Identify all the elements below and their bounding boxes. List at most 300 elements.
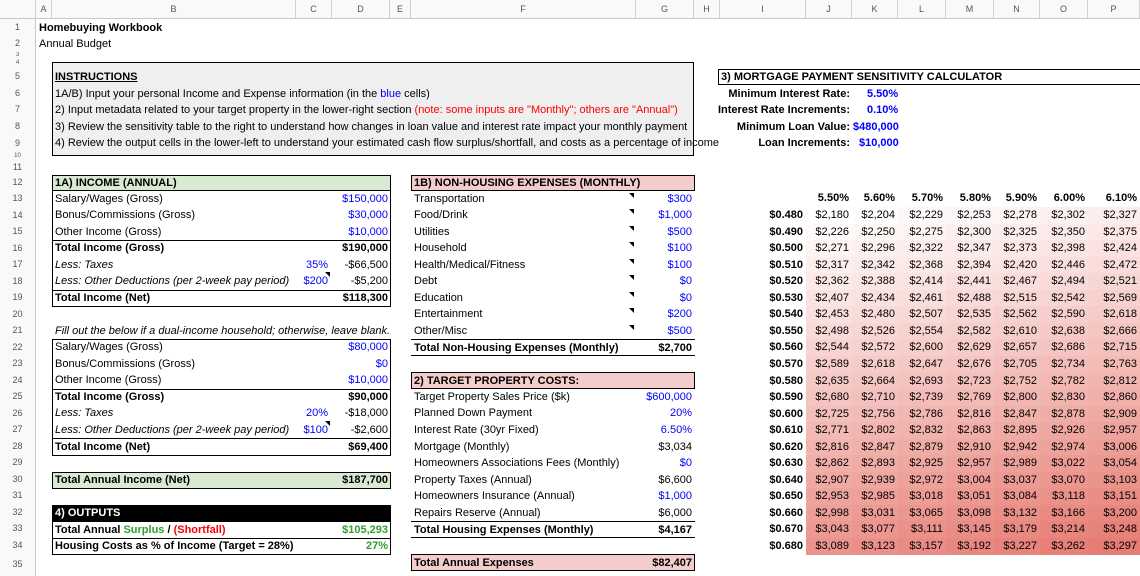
payment-cell[interactable]: $2,710 [852, 389, 898, 406]
dual-income-note[interactable]: Fill out the below if a dual-income household; otherwise, leave blank. [55, 325, 391, 337]
payment-cell[interactable]: $2,296 [852, 240, 898, 257]
salary2-label[interactable]: Salary/Wages (Gross) [55, 341, 163, 353]
property-value[interactable]: $6,600 [658, 474, 692, 486]
other2-value[interactable]: $10,000 [348, 374, 388, 386]
bonus-value[interactable]: $30,000 [348, 209, 388, 221]
tax-rate-input[interactable]: 35% [305, 259, 328, 271]
total-gross-value[interactable]: $190,000 [342, 242, 388, 254]
property-value[interactable]: $0 [679, 457, 692, 469]
payment-cell[interactable]: $2,893 [852, 455, 898, 472]
column-header[interactable]: F [411, 0, 636, 18]
payment-cell[interactable]: $2,647 [898, 356, 946, 373]
row-header[interactable]: 3 [0, 52, 36, 58]
payment-cell[interactable]: $2,600 [898, 339, 946, 356]
expense-label[interactable]: Debt [414, 275, 438, 287]
payment-cell[interactable]: $2,638 [1040, 323, 1088, 340]
payment-cell[interactable]: $2,862 [806, 455, 852, 472]
payment-cell[interactable]: $2,989 [994, 455, 1040, 472]
housing-total-label[interactable]: Total Housing Expenses (Monthly) [414, 524, 594, 536]
payment-cell[interactable]: $2,373 [994, 240, 1040, 257]
loan-row-header[interactable]: $0.590 [769, 391, 803, 404]
payment-cell[interactable]: $2,998 [806, 505, 852, 522]
row-header[interactable]: 26 [0, 405, 36, 421]
payment-cell[interactable]: $2,610 [994, 323, 1040, 340]
row-header[interactable]: 33 [0, 520, 36, 537]
expense-label[interactable]: Health/Medical/Fitness [414, 259, 526, 271]
expenses-total-label[interactable]: Total Non-Housing Expenses (Monthly) [414, 342, 619, 354]
payment-cell[interactable]: $2,847 [994, 406, 1040, 423]
payment-cell[interactable]: $3,043 [806, 521, 852, 538]
column-header[interactable]: G [636, 0, 694, 18]
payment-cell[interactable]: $2,863 [946, 422, 994, 439]
payment-cell[interactable]: $2,250 [852, 224, 898, 241]
rate-increment-label[interactable]: Interest Rate Increments: [717, 104, 850, 116]
total-net2-label[interactable]: Total Income (Net) [55, 441, 151, 453]
property-value[interactable]: $6,000 [658, 507, 692, 519]
payment-cell[interactable]: $2,832 [898, 422, 946, 439]
payment-cell[interactable]: $2,957 [1088, 422, 1140, 439]
other-income-label[interactable]: Other Income (Gross) [55, 226, 162, 238]
payment-cell[interactable]: $3,132 [994, 505, 1040, 522]
loan-row-header[interactable]: $0.670 [769, 523, 803, 536]
deductions-value[interactable]: -$5,200 [350, 275, 388, 287]
payment-cell[interactable]: $2,446 [1040, 257, 1088, 274]
taxes2-label[interactable]: Less: Taxes [55, 407, 114, 419]
instructions-line-4[interactable]: 4) Review the output cells in the lower-left to understand your estimated cash flow surplus/shortfall, and costs as a percentage of income [55, 137, 720, 149]
loan-row-header[interactable]: $0.600 [769, 407, 803, 420]
payment-cell[interactable]: $2,957 [946, 455, 994, 472]
payment-cell[interactable]: $2,705 [994, 356, 1040, 373]
payment-cell[interactable]: $2,771 [806, 422, 852, 439]
payment-cell[interactable]: $3,018 [898, 488, 946, 505]
loan-row-header[interactable]: $0.510 [769, 258, 803, 271]
payment-cell[interactable]: $2,739 [898, 389, 946, 406]
taxes2-value[interactable]: -$18,000 [344, 407, 388, 419]
loan-row-header[interactable]: $0.500 [769, 242, 803, 255]
loan-row-header[interactable]: $0.650 [769, 490, 803, 503]
payment-cell[interactable]: $2,317 [806, 257, 852, 274]
payment-cell[interactable]: $2,589 [806, 356, 852, 373]
payment-cell[interactable]: $2,800 [994, 389, 1040, 406]
payment-cell[interactable]: $2,480 [852, 306, 898, 323]
outputs-header[interactable]: 4) OUTPUTS [55, 507, 121, 519]
payment-cell[interactable]: $2,498 [806, 323, 852, 340]
column-header[interactable]: B [52, 0, 296, 18]
total-net-label[interactable]: Total Income (Net) [55, 292, 151, 304]
instructions-line-1[interactable]: 1A/B) Input your personal Income and Expense information (in the blue cells) [55, 88, 430, 100]
payment-cell[interactable]: $3,118 [1040, 488, 1088, 505]
payment-cell[interactable]: $3,111 [898, 521, 946, 538]
deductions-label[interactable]: Less: Other Deductions (per 2-week pay period) [55, 275, 290, 287]
column-header[interactable]: D [332, 0, 390, 18]
bonus2-label[interactable]: Bonus/Commissions (Gross) [55, 358, 195, 370]
payment-cell[interactable]: $2,253 [946, 207, 994, 224]
payment-cell[interactable]: $2,515 [994, 290, 1040, 307]
deductions2-value[interactable]: -$2,600 [350, 424, 388, 436]
column-header[interactable]: M [946, 0, 994, 18]
taxes-value[interactable]: -$66,500 [344, 259, 388, 271]
row-header[interactable]: 27 [0, 421, 36, 438]
deductions2-label[interactable]: Less: Other Deductions (per 2-week pay period) [55, 424, 290, 436]
salary2-value[interactable]: $80,000 [348, 341, 388, 353]
row-header[interactable]: 31 [0, 487, 36, 504]
expense-value[interactable]: $200 [667, 308, 692, 320]
payment-cell[interactable]: $2,907 [806, 472, 852, 489]
min-rate-value[interactable]: 5.50% [867, 88, 899, 100]
expense-label[interactable]: Education [414, 292, 463, 304]
payment-cell[interactable]: $2,327 [1088, 207, 1140, 224]
annual-expenses-value[interactable]: $82,407 [652, 557, 692, 569]
loan-row-header[interactable]: $0.520 [769, 275, 803, 288]
deduction-amount2-input[interactable]: $100 [303, 424, 328, 436]
payment-cell[interactable]: $3,166 [1040, 505, 1088, 522]
payment-cell[interactable]: $2,926 [1040, 422, 1088, 439]
row-header[interactable]: 35 [0, 553, 36, 576]
payment-cell[interactable]: $2,812 [1088, 373, 1140, 390]
column-header[interactable]: E [390, 0, 411, 18]
payment-cell[interactable]: $2,985 [852, 488, 898, 505]
payment-cell[interactable]: $2,467 [994, 273, 1040, 290]
row-header[interactable]: 24 [0, 372, 36, 388]
payment-cell[interactable]: $2,494 [1040, 273, 1088, 290]
row-header[interactable]: 13 [0, 190, 36, 207]
payment-cell[interactable]: $2,572 [852, 339, 898, 356]
row-header[interactable]: 29 [0, 454, 36, 471]
loan-increment-label[interactable]: Loan Increments: [758, 137, 850, 149]
instructions-heading[interactable]: INSTRUCTIONS [55, 71, 138, 83]
payment-cell[interactable]: $2,226 [806, 224, 852, 241]
expenses-total-value[interactable]: $2,700 [658, 342, 692, 354]
expense-label[interactable]: Utilities [414, 226, 450, 238]
bonus2-value[interactable]: $0 [375, 358, 388, 370]
income-header[interactable]: 1A) INCOME (ANNUAL) [55, 177, 177, 189]
row-header[interactable]: 17 [0, 256, 36, 273]
row-header[interactable]: 28 [0, 438, 36, 454]
min-loan-label[interactable]: Minimum Loan Value: [736, 121, 850, 133]
row-header[interactable]: 14 [0, 207, 36, 223]
payment-cell[interactable]: $2,300 [946, 224, 994, 241]
payment-cell[interactable]: $3,031 [852, 505, 898, 522]
property-label[interactable]: Property Taxes (Annual) [414, 474, 532, 486]
property-value[interactable]: $1,000 [658, 490, 692, 502]
row-header[interactable]: 2 [0, 35, 36, 52]
row-header[interactable]: 23 [0, 355, 36, 372]
loan-increment-value[interactable]: $10,000 [859, 137, 899, 149]
loan-row-header[interactable]: $0.570 [769, 357, 803, 370]
payment-cell[interactable]: $2,507 [898, 306, 946, 323]
payment-cell[interactable]: $2,972 [898, 472, 946, 489]
payment-cell[interactable]: $2,569 [1088, 290, 1140, 307]
column-header[interactable]: J [806, 0, 852, 18]
rate-header[interactable]: 5.50% [817, 192, 849, 204]
payment-cell[interactable]: $2,461 [898, 290, 946, 307]
payment-cell[interactable]: $2,342 [852, 257, 898, 274]
expense-value[interactable]: $100 [667, 259, 692, 271]
payment-cell[interactable]: $2,562 [994, 306, 1040, 323]
payment-cell[interactable]: $2,895 [994, 422, 1040, 439]
sheet-title[interactable]: Homebuying Workbook [39, 22, 163, 34]
payment-cell[interactable]: $2,375 [1088, 224, 1140, 241]
payment-cell[interactable]: $2,879 [898, 439, 946, 456]
row-header[interactable]: 32 [0, 504, 36, 520]
column-header[interactable]: N [994, 0, 1040, 18]
row-header[interactable]: 34 [0, 537, 36, 553]
payment-cell[interactable]: $2,362 [806, 273, 852, 290]
row-header[interactable]: 4 [0, 58, 36, 68]
payment-cell[interactable]: $2,953 [806, 488, 852, 505]
expense-value[interactable]: $1,000 [658, 209, 692, 221]
payment-cell[interactable]: $2,441 [946, 273, 994, 290]
payment-cell[interactable]: $2,434 [852, 290, 898, 307]
rate-header[interactable]: 5.90% [1005, 192, 1037, 204]
payment-cell[interactable]: $2,734 [1040, 356, 1088, 373]
property-value[interactable]: 20% [669, 407, 692, 419]
payment-cell[interactable]: $3,192 [946, 538, 994, 555]
payment-cell[interactable]: $2,325 [994, 224, 1040, 241]
payment-cell[interactable]: $2,635 [806, 373, 852, 390]
payment-cell[interactable]: $3,084 [994, 488, 1040, 505]
housing-pct-label[interactable]: Housing Costs as % of Income (Target = 28%) [55, 540, 294, 552]
payment-cell[interactable]: $3,145 [946, 521, 994, 538]
payment-cell[interactable]: $3,297 [1088, 538, 1140, 555]
property-value[interactable]: 6.50% [660, 424, 692, 436]
other-income-value[interactable]: $10,000 [348, 226, 388, 238]
payment-cell[interactable]: $2,939 [852, 472, 898, 489]
payment-cell[interactable]: $2,424 [1088, 240, 1140, 257]
expense-value[interactable]: $0 [679, 275, 692, 287]
payment-cell[interactable]: $2,271 [806, 240, 852, 257]
payment-cell[interactable]: $2,725 [806, 406, 852, 423]
payment-cell[interactable]: $2,180 [806, 207, 852, 224]
payment-cell[interactable]: $2,554 [898, 323, 946, 340]
total-net2-value[interactable]: $69,400 [348, 441, 388, 453]
payment-cell[interactable]: $2,723 [946, 373, 994, 390]
min-rate-label[interactable]: Minimum Interest Rate: [728, 88, 850, 100]
payment-cell[interactable]: $2,782 [1040, 373, 1088, 390]
row-header[interactable]: 1 [0, 19, 36, 35]
loan-row-header[interactable]: $0.540 [769, 308, 803, 321]
expense-label[interactable]: Food/Drink [414, 209, 468, 221]
payment-cell[interactable]: $2,544 [806, 339, 852, 356]
expense-value[interactable]: $0 [679, 292, 692, 304]
payment-cell[interactable]: $3,179 [994, 521, 1040, 538]
loan-row-header[interactable]: $0.680 [769, 540, 803, 552]
column-header[interactable]: L [898, 0, 946, 18]
rate-header[interactable]: 5.80% [959, 192, 991, 204]
payment-cell[interactable]: $2,942 [994, 439, 1040, 456]
instructions-line-3[interactable]: 3) Review the sensitivity table to the right to understand how changes in loan value and interest rate impact your monthly payment [55, 121, 688, 133]
payment-cell[interactable]: $2,657 [994, 339, 1040, 356]
annual-net-label[interactable]: Total Annual Income (Net) [55, 474, 191, 486]
loan-row-header[interactable]: $0.580 [769, 374, 803, 387]
payment-cell[interactable]: $2,676 [946, 356, 994, 373]
payment-cell[interactable]: $2,974 [1040, 439, 1088, 456]
loan-row-header[interactable]: $0.620 [769, 440, 803, 453]
payment-cell[interactable]: $2,278 [994, 207, 1040, 224]
loan-row-header[interactable]: $0.480 [769, 209, 803, 221]
row-header[interactable]: 11 [0, 160, 36, 174]
payment-cell[interactable]: $3,006 [1088, 439, 1140, 456]
row-header[interactable]: 7 [0, 101, 36, 118]
rate-header[interactable]: 6.10% [1105, 192, 1137, 204]
annual-net-value[interactable]: $187,700 [342, 474, 388, 486]
payment-cell[interactable]: $3,157 [898, 538, 946, 555]
loan-row-header[interactable]: $0.550 [769, 324, 803, 337]
column-header[interactable]: H [694, 0, 720, 18]
payment-cell[interactable]: $2,769 [946, 389, 994, 406]
payment-cell[interactable]: $3,054 [1088, 455, 1140, 472]
payment-cell[interactable]: $2,302 [1040, 207, 1088, 224]
expense-value[interactable]: $100 [667, 242, 692, 254]
row-header[interactable]: 9 [0, 134, 36, 152]
payment-cell[interactable]: $3,200 [1088, 505, 1140, 522]
expense-value[interactable]: $500 [667, 325, 692, 337]
payment-cell[interactable]: $2,407 [806, 290, 852, 307]
payment-cell[interactable]: $2,715 [1088, 339, 1140, 356]
payment-cell[interactable]: $2,925 [898, 455, 946, 472]
payment-cell[interactable]: $2,542 [1040, 290, 1088, 307]
payment-cell[interactable]: $2,414 [898, 273, 946, 290]
payment-cell[interactable]: $2,802 [852, 422, 898, 439]
other2-label[interactable]: Other Income (Gross) [55, 374, 162, 386]
row-header[interactable]: 16 [0, 240, 36, 256]
payment-cell[interactable]: $3,103 [1088, 472, 1140, 489]
payment-cell[interactable]: $2,582 [946, 323, 994, 340]
rate-header[interactable]: 5.60% [863, 192, 895, 204]
payment-cell[interactable]: $2,398 [1040, 240, 1088, 257]
payment-cell[interactable]: $3,089 [806, 538, 852, 555]
sheet-subtitle[interactable]: Annual Budget [39, 38, 112, 50]
payment-cell[interactable]: $2,618 [1088, 306, 1140, 323]
payment-cell[interactable]: $2,786 [898, 406, 946, 423]
row-header[interactable]: 15 [0, 223, 36, 240]
property-header[interactable]: 2) TARGET PROPERTY COSTS: [414, 375, 580, 387]
payment-cell[interactable]: $2,204 [852, 207, 898, 224]
payment-cell[interactable]: $3,214 [1040, 521, 1088, 538]
payment-cell[interactable]: $2,394 [946, 257, 994, 274]
row-header[interactable]: 8 [0, 118, 36, 134]
property-value[interactable]: $3,034 [658, 441, 692, 453]
property-label[interactable]: Target Property Sales Price ($k) [414, 391, 570, 403]
payment-cell[interactable]: $2,847 [852, 439, 898, 456]
deduction-amount-input[interactable]: $200 [303, 275, 328, 287]
payment-cell[interactable]: $2,472 [1088, 257, 1140, 274]
payment-cell[interactable]: $2,488 [946, 290, 994, 307]
payment-cell[interactable]: $2,629 [946, 339, 994, 356]
payment-cell[interactable]: $2,666 [1088, 323, 1140, 340]
expense-value[interactable]: $300 [667, 193, 692, 205]
rate-header[interactable]: 5.70% [911, 192, 943, 204]
row-header[interactable]: 22 [0, 339, 36, 355]
payment-cell[interactable]: $3,070 [1040, 472, 1088, 489]
row-header[interactable]: 25 [0, 388, 36, 405]
payment-cell[interactable]: $2,763 [1088, 356, 1140, 373]
payment-cell[interactable]: $2,521 [1088, 273, 1140, 290]
payment-cell[interactable]: $3,123 [852, 538, 898, 555]
payment-cell[interactable]: $2,368 [898, 257, 946, 274]
payment-cell[interactable]: $3,262 [1040, 538, 1088, 555]
payment-cell[interactable]: $2,322 [898, 240, 946, 257]
column-header[interactable]: I [720, 0, 806, 18]
taxes-label[interactable]: Less: Taxes [55, 259, 114, 271]
surplus-value[interactable]: $105,293 [342, 524, 388, 536]
payment-cell[interactable]: $2,526 [852, 323, 898, 340]
row-header[interactable]: 18 [0, 273, 36, 289]
expense-label[interactable]: Other/Misc [414, 325, 468, 337]
payment-cell[interactable]: $3,098 [946, 505, 994, 522]
payment-cell[interactable]: $2,910 [946, 439, 994, 456]
row-header[interactable]: 21 [0, 322, 36, 339]
housing-total-value[interactable]: $4,167 [658, 524, 692, 536]
loan-row-header[interactable]: $0.490 [769, 225, 803, 238]
row-header[interactable]: 10 [0, 152, 36, 160]
row-header[interactable]: 20 [0, 306, 36, 322]
total-net-value[interactable]: $118,300 [342, 292, 388, 304]
total-gross2-value[interactable]: $90,000 [348, 391, 388, 403]
property-label[interactable]: Mortgage (Monthly) [414, 441, 510, 453]
tax-rate2-input[interactable]: 20% [305, 407, 328, 419]
min-loan-value[interactable]: $480,000 [853, 121, 899, 133]
sensitivity-header[interactable]: 3) MORTGAGE PAYMENT SENSITIVITY CALCULATOR [721, 71, 1003, 83]
rate-increment-value[interactable]: 0.10% [867, 104, 899, 116]
row-header[interactable]: 12 [0, 174, 36, 190]
housing-pct-value[interactable]: 27% [365, 540, 388, 552]
payment-cell[interactable]: $2,664 [852, 373, 898, 390]
payment-cell[interactable]: $3,065 [898, 505, 946, 522]
payment-cell[interactable]: $3,037 [994, 472, 1040, 489]
payment-cell[interactable]: $3,022 [1040, 455, 1088, 472]
payment-cell[interactable]: $3,077 [852, 521, 898, 538]
row-header[interactable]: 6 [0, 85, 36, 101]
row-header[interactable]: 19 [0, 289, 36, 306]
payment-cell[interactable]: $2,618 [852, 356, 898, 373]
expense-value[interactable]: $500 [667, 226, 692, 238]
loan-row-header[interactable]: $0.530 [769, 291, 803, 304]
payment-cell[interactable]: $2,693 [898, 373, 946, 390]
loan-row-header[interactable]: $0.610 [769, 424, 803, 437]
expenses-header[interactable]: 1B) NON-HOUSING EXPENSES (MONTHLY) [414, 177, 641, 189]
column-header[interactable]: A [36, 0, 52, 18]
payment-cell[interactable]: $2,420 [994, 257, 1040, 274]
payment-cell[interactable]: $2,229 [898, 207, 946, 224]
payment-cell[interactable]: $2,590 [1040, 306, 1088, 323]
property-label[interactable]: Interest Rate (30yr Fixed) [414, 424, 539, 436]
surplus-label[interactable]: Total Annual Surplus / (Shortfall) [55, 524, 226, 536]
loan-row-header[interactable]: $0.630 [769, 457, 803, 470]
payment-cell[interactable]: $3,227 [994, 538, 1040, 555]
instructions-line-2[interactable]: 2) Input metadata related to your target property in the lower-right section (note: some inputs are "Monthly"; others are "Annual") [55, 104, 678, 116]
loan-row-header[interactable]: $0.660 [769, 506, 803, 519]
expense-label[interactable]: Household [414, 242, 467, 254]
row-header[interactable]: 5 [0, 68, 36, 85]
annual-expenses-label[interactable]: Total Annual Expenses [414, 557, 534, 569]
property-label[interactable]: Homeowners Associations Fees (Monthly) [414, 457, 620, 469]
expense-label[interactable]: Transportation [414, 193, 485, 205]
row-header[interactable]: 30 [0, 471, 36, 487]
payment-cell[interactable]: $2,756 [852, 406, 898, 423]
payment-cell[interactable]: $2,909 [1088, 406, 1140, 423]
payment-cell[interactable]: $3,151 [1088, 488, 1140, 505]
total-gross2-label[interactable]: Total Income (Gross) [55, 391, 165, 403]
property-value[interactable]: $600,000 [646, 391, 692, 403]
bonus-label[interactable]: Bonus/Commissions (Gross) [55, 209, 195, 221]
payment-cell[interactable]: $2,388 [852, 273, 898, 290]
payment-cell[interactable]: $2,752 [994, 373, 1040, 390]
loan-row-header[interactable]: $0.560 [769, 341, 803, 354]
payment-cell[interactable]: $2,453 [806, 306, 852, 323]
payment-cell[interactable]: $2,350 [1040, 224, 1088, 241]
property-label[interactable]: Homeowners Insurance (Annual) [414, 490, 575, 502]
